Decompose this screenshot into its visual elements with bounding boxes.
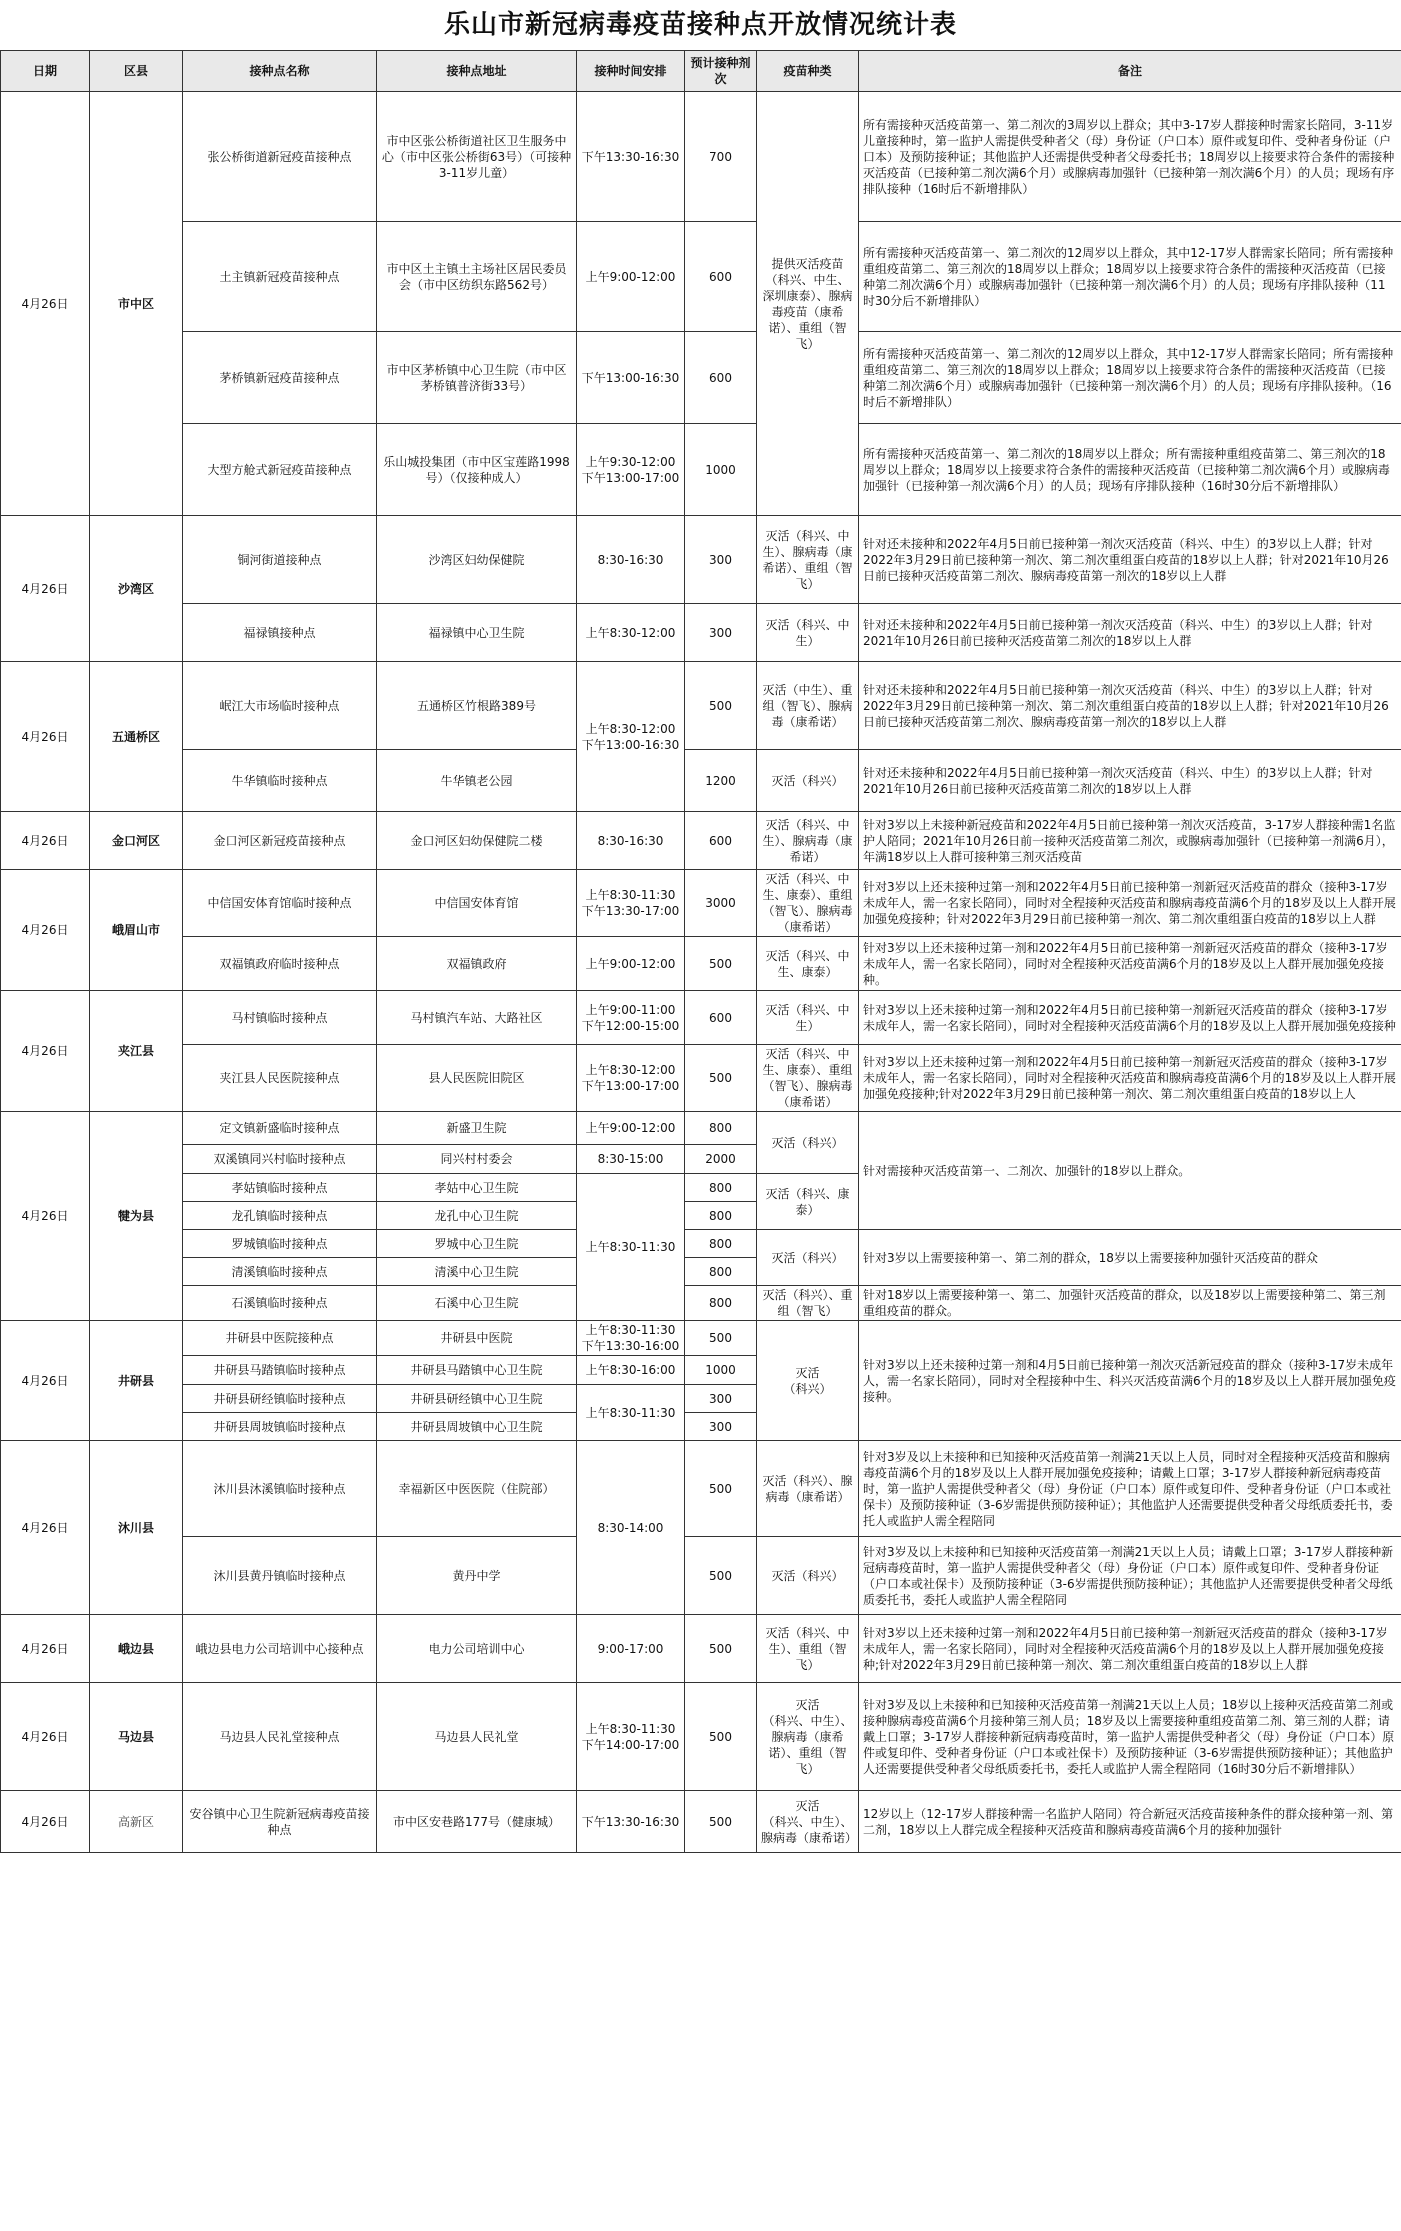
vaccine-type-cell: 灭活（科兴、中生、康泰）、重组（智飞）、腺病毒（康希诺） [757,870,859,937]
schedule-cell: 上午8:30-11:30 下午13:30-16:00 [577,1321,685,1356]
schedule-cell: 下午13:30-16:30 [577,1791,685,1853]
schedule-cell: 上午8:30-16:00 [577,1356,685,1385]
remarks-cell: 12岁以上（12-17岁人群接种需一名监护人陪同）符合新冠灭活疫苗接种条件的群众接种第一剂、第二剂，18岁以上人群完成全程接种灭活疫苗和腺病毒疫苗满6个月的接种加强针 [859,1791,1401,1853]
site-address-cell: 清溪中心卫生院 [377,1258,577,1286]
site-name-cell: 金口河区新冠疫苗接种点 [183,812,377,870]
site-address-cell: 黄丹中学 [377,1537,577,1615]
expected-doses-cell: 800 [685,1286,757,1321]
expected-doses-cell: 500 [685,1683,757,1791]
vaccine-type-cell: 提供灭活疫苗（科兴、中生、深圳康泰）、腺病毒疫苗（康希诺）、重组（智飞） [757,92,859,516]
remarks-cell: 针对3岁以上还未接种过第一剂和2022年4月5日前已接种第一剂新冠灭活疫苗的群众（接种3-17岁未成年人，需一名家长陪同），同时对全程接种灭活疫苗和腺病毒疫苗满6个月的18岁及以上人群开展加强免疫接种;针对2022年3月29日前已接种第一剂次、第二剂次重组蛋白疫苗的18岁以上人 [859,1045,1401,1112]
vaccine-type-cell: 灭活 （科兴、中生）、腺病毒（康希诺） [757,1791,859,1853]
site-address-cell: 市中区安巷路177号（健康城） [377,1791,577,1853]
site-name-cell: 峨边县电力公司培训中心接种点 [183,1615,377,1683]
site-address-cell: 井研县中医院 [377,1321,577,1356]
site-address-cell: 罗城中心卫生院 [377,1230,577,1258]
site-address-cell: 五通桥区竹根路389号 [377,662,577,750]
district-cell: 沙湾区 [90,516,183,662]
schedule-cell: 上午8:30-11:30 [577,1385,685,1441]
page-title: 乐山市新冠病毒疫苗接种点开放情况统计表 [443,10,957,40]
table-row [1,1683,1401,1791]
header-site-name: 接种点名称 [183,51,377,92]
expected-doses-cell: 600 [685,991,757,1045]
vaccination-sites-table [0,50,1401,1853]
date-cell: 4月26日 [1,991,90,1112]
table-row [1,812,1401,870]
expected-doses-cell: 500 [685,1045,757,1112]
district-cell: 井研县 [90,1321,183,1441]
district-cell: 峨眉山市 [90,870,183,991]
site-name-cell: 中信国安体育馆临时接种点 [183,870,377,937]
expected-doses-cell: 1000 [685,1356,757,1385]
remarks-cell: 针对18岁以上需要接种第一、第二、加强针灭活疫苗的群众，以及18岁以上需要接种第二、第三剂重组疫苗的群众。 [859,1286,1401,1321]
site-name-cell: 岷江大市场临时接种点 [183,662,377,750]
expected-doses-cell: 1000 [685,424,757,516]
district-cell: 马边县 [90,1683,183,1791]
schedule-cell: 下午13:30-16:30 [577,92,685,222]
date-cell: 4月26日 [1,516,90,662]
site-address-cell: 幸福新区中医医院（住院部） [377,1441,577,1537]
date-cell: 4月26日 [1,870,90,991]
site-address-cell: 县人民医院旧院区 [377,1045,577,1112]
remarks-cell: 针对3岁以上还未接种过第一剂和2022年4月5日前已接种第一剂新冠灭活疫苗的群众（接种3-17岁未成年人，需一名家长陪同），同时对全程接种灭活疫苗满6个月的18岁及以上人群开展加强免疫接种;针对2022年3月29日前已接种第一剂次、第二剂次重组蛋白疫苗的18岁以上人群 [859,1615,1401,1683]
vaccine-type-cell: 灭活（中生）、重组（智飞）、腺病毒（康希诺） [757,662,859,750]
remarks-cell: 所有需接种灭活疫苗第一、第二剂次的18周岁以上群众；所有需接种重组疫苗第二、第三剂次的18周岁以上群众；18周岁以上接要求符合条件的需接种灭活疫苗（已接种第二剂次满6个月）或腺病毒加强针（已接种第一剂次满6个月）的人员；现场有序排队接种（16时30分后不新增排队） [859,424,1401,516]
site-address-cell: 市中区张公桥街道社区卫生服务中心（市中区张公桥街63号）（可接种3-11岁儿童） [377,92,577,222]
schedule-cell: 8:30-16:30 [577,516,685,604]
table-row [1,424,1401,516]
vaccine-type-cell: 灭活（科兴）、腺病毒（康希诺） [757,1441,859,1537]
vaccine-type-cell: 灭活（科兴、中生）、腺病毒（康希诺）、重组（智飞） [757,516,859,604]
site-name-cell: 定文镇新盛临时接种点 [183,1112,377,1145]
site-name-cell: 铜河街道接种点 [183,516,377,604]
remarks-cell: 针对3岁以上还未接种过第一剂和2022年4月5日前已接种第一剂新冠灭活疫苗的群众（接种3-17岁未成年人，需一名家长陪同），同时对全程接种灭活疫苗和腺病毒疫苗满6个月的18岁及以上人群开展加强免疫接种；针对2022年3月29日前已接种第一剂次、第二剂次重组蛋白疫苗的18岁以上人群 [859,870,1401,937]
site-address-cell: 福禄镇中心卫生院 [377,604,577,662]
header-site-address: 接种点地址 [377,51,577,92]
site-address-cell: 金口河区妇幼保健院二楼 [377,812,577,870]
site-address-cell: 沙湾区妇幼保健院 [377,516,577,604]
header-district: 区县 [90,51,183,92]
expected-doses-cell: 2000 [685,1145,757,1174]
site-name-cell: 石溪镇临时接种点 [183,1286,377,1321]
table-row [1,1112,1401,1145]
site-name-cell: 安谷镇中心卫生院新冠病毒疫苗接种点 [183,1791,377,1853]
site-name-cell: 清溪镇临时接种点 [183,1258,377,1286]
table-row [1,1286,1401,1321]
district-cell: 市中区 [90,92,183,516]
date-cell: 4月26日 [1,1441,90,1615]
vaccine-type-cell: 灭活（科兴、康泰） [757,1174,859,1230]
site-address-cell: 石溪中心卫生院 [377,1286,577,1321]
header-date: 日期 [1,51,90,92]
date-cell: 4月26日 [1,1615,90,1683]
schedule-cell: 上午9:00-12:00 [577,937,685,991]
site-name-cell: 龙孔镇临时接种点 [183,1202,377,1230]
expected-doses-cell: 500 [685,1615,757,1683]
date-cell: 4月26日 [1,1321,90,1441]
remarks-cell: 针对3岁以上未接种新冠疫苗和2022年4月5日前已接种第一剂次灭活疫苗，3-17岁人群接种需1名监护人陪同；2021年10月26日前一接种灭活疫苗第二剂次，或腺病毒加强针（已接种第一剂满6月），年满18岁以上人群可接种第三剂灭活疫苗 [859,812,1401,870]
table-row [1,1230,1401,1258]
site-address-cell: 乐山城投集团（市中区宝莲路1998号）（仅接种成人） [377,424,577,516]
site-name-cell: 双福镇政府临时接种点 [183,937,377,991]
vaccine-type-cell: 灭活 （科兴、中生）、腺病毒（康希诺）、重组（智飞） [757,1683,859,1791]
site-name-cell: 牛华镇临时接种点 [183,750,377,812]
site-address-cell: 双福镇政府 [377,937,577,991]
site-name-cell: 罗城镇临时接种点 [183,1230,377,1258]
vaccine-type-cell: 灭活（科兴、中生） [757,991,859,1045]
expected-doses-cell: 300 [685,1413,757,1441]
site-name-cell: 茅桥镇新冠疫苗接种点 [183,332,377,424]
site-name-cell: 张公桥街道新冠疫苗接种点 [183,92,377,222]
table-row [1,516,1401,604]
vaccine-type-cell: 灭活（科兴）、重组（智飞） [757,1286,859,1321]
site-address-cell: 市中区土主镇土主场社区居民委员会（市中区纺织东路562号） [377,222,577,332]
vaccine-type-cell: 灭活（科兴、中生） [757,604,859,662]
vaccine-type-cell: 灭活（科兴、中生）、腺病毒（康希诺） [757,812,859,870]
district-cell: 犍为县 [90,1112,183,1321]
vaccine-type-cell: 灭活（科兴） [757,750,859,812]
date-cell: 4月26日 [1,1112,90,1321]
district-cell: 五通桥区 [90,662,183,812]
schedule-cell: 上午9:30-12:00 下午13:00-17:00 [577,424,685,516]
site-address-cell: 同兴村村委会 [377,1145,577,1174]
schedule-cell: 下午13:00-16:30 [577,332,685,424]
site-address-cell: 市中区茅桥镇中心卫生院（市中区茅桥镇普济街33号） [377,332,577,424]
schedule-cell: 8:30-14:00 [577,1441,685,1615]
site-address-cell: 新盛卫生院 [377,1112,577,1145]
table-row [1,222,1401,332]
header-remarks: 备注 [859,51,1401,92]
vaccine-type-cell: 灭活（科兴、中生、康泰） [757,937,859,991]
site-name-cell: 井研县中医院接种点 [183,1321,377,1356]
table-row [1,870,1401,937]
site-name-cell: 井研县研经镇临时接种点 [183,1385,377,1413]
remarks-cell: 针对3岁以上还未接种过第一剂和4月5日前已接种第一剂次灭活新冠疫苗的群众（接种3-17岁未成年人，需一名家长陪同），同时对全程接种中生、科兴灭活疫苗满6个月的18岁及以上人群开展加强免疫接种。 [859,1321,1401,1441]
site-name-cell: 井研县周坡镇临时接种点 [183,1413,377,1441]
table-row [1,937,1401,991]
remarks-cell: 针对3岁及以上未接种和已知接种灭活疫苗第一剂满21天以上人员；18岁以上接种灭活疫苗第二剂或接种腺病毒疫苗满6个月接种第三剂人员；18岁及以上需要接种重组疫苗第二剂、第三剂的人群；请戴上口罩；3-17岁人群接种新冠病毒疫苗时，第一监护人需提供受种者父（母）身份证（户口本）原件或复印件、受种者身份证（户口本或社保卡）及预防接种证（3-6岁需提供预防接种证）；其他监护人还需要提供受种者父母纸质委托书，委托人或监护人需全程陪同（16时30分后不新增排队） [859,1683,1401,1791]
site-name-cell: 沐川县沐溪镇临时接种点 [183,1441,377,1537]
schedule-cell: 上午9:00-12:00 [577,222,685,332]
district-cell: 沐川县 [90,1441,183,1615]
site-address-cell: 井研县研经镇中心卫生院 [377,1385,577,1413]
remarks-cell: 针对还未接种和2022年4月5日前已接种第一剂次灭活疫苗（科兴、中生）的3岁以上人群；针对2021年10月26日前已接种灭活疫苗第二剂次的18岁以上人群 [859,750,1401,812]
expected-doses-cell: 3000 [685,870,757,937]
schedule-cell: 上午8:30-12:00 下午13:00-16:30 [577,662,685,812]
expected-doses-cell: 800 [685,1230,757,1258]
header-row [1,51,1401,92]
expected-doses-cell: 500 [685,1321,757,1356]
remarks-cell: 针对还未接种和2022年4月5日前已接种第一剂次灭活疫苗（科兴、中生）的3岁以上人群；针对2021年10月26日前已接种灭活疫苗第二剂次的18岁以上人群 [859,604,1401,662]
vaccine-type-cell: 灭活（科兴） [757,1230,859,1286]
district-cell: 峨边县 [90,1615,183,1683]
remarks-cell: 针对3岁以上还未接种过第一剂和2022年4月5日前已接种第一剂新冠灭活疫苗的群众（接种3-17岁未成年人，需一名家长陪同），同时对全程接种灭活疫苗满6个月的18岁及以上人群开展加强免疫接种 [859,991,1401,1045]
header-vaccine-type: 疫苗种类 [757,51,859,92]
table-row [1,332,1401,424]
expected-doses-cell: 300 [685,516,757,604]
table-row [1,1321,1401,1356]
remarks-cell: 针对需接种灭活疫苗第一、二剂次、加强针的18岁以上群众。 [859,1112,1401,1230]
vaccine-type-cell: 灭活（科兴、中生、康泰）、重组（智飞）、腺病毒（康希诺） [757,1045,859,1112]
table-row [1,662,1401,750]
site-address-cell: 牛华镇老公园 [377,750,577,812]
site-address-cell: 井研县马踏镇中心卫生院 [377,1356,577,1385]
table-row [1,750,1401,812]
date-cell: 4月26日 [1,812,90,870]
expected-doses-cell: 500 [685,1537,757,1615]
expected-doses-cell: 600 [685,332,757,424]
header-schedule: 接种时间安排 [577,51,685,92]
table-row [1,991,1401,1045]
table-row [1,1615,1401,1683]
remarks-cell: 针对3岁及以上未接种和已知接种灭活疫苗第一剂满21天以上人员，同时对全程接种灭活疫苗和腺病毒疫苗满6个月的18岁及以上人群开展加强免疫接种；请戴上口罩；3-17岁人群接种新冠病毒疫苗时，第一监护人需提供受种者父（母）身份证（户口本）原件或复印件、受种者身份证（户口本或社保卡）及预防接种证（3-6岁需提供预防接种证）；其他监护人还需要提供受种者父母纸质委托书，委托人或监护人需全程陪同 [859,1441,1401,1537]
expected-doses-cell: 700 [685,92,757,222]
expected-doses-cell: 800 [685,1202,757,1230]
remarks-cell: 所有需接种灭活疫苗第一、第二剂次的3周岁以上群众；其中3-17岁人群接种时需家长陪同，3-11岁儿童接种时，第一监护人需提供受种者父（母）身份证（户口本）原件或复印件、受种者身份证（户口本）及预防接种证；其他监护人还需提供受种者父母委托书；18周岁以上接要求符合条件的需接种灭活疫苗（已接种第二剂次满6个月）或腺病毒加强针（已接种第一剂次满6个月）的人员；现场有序排队接种（16时后不新增排队） [859,92,1401,222]
table-row [1,1045,1401,1112]
site-name-cell: 双溪镇同兴村临时接种点 [183,1145,377,1174]
site-address-cell: 电力公司培训中心 [377,1615,577,1683]
site-name-cell: 马村镇临时接种点 [183,991,377,1045]
schedule-cell: 上午8:30-12:00 [577,604,685,662]
expected-doses-cell: 600 [685,222,757,332]
remarks-cell: 针对还未接种和2022年4月5日前已接种第一剂次灭活疫苗（科兴、中生）的3岁以上人群；针对2022年3月29日前已接种第一剂次、第二剂次重组蛋白疫苗的18岁以上人群；针对2021年10月26日前已接种灭活疫苗第二剂次、腺病毒疫苗第一剂次的18岁以上人群 [859,516,1401,604]
vaccine-type-cell: 灭活（科兴、中生）、重组（智飞） [757,1615,859,1683]
site-address-cell: 孝姑中心卫生院 [377,1174,577,1202]
district-cell: 夹江县 [90,991,183,1112]
remarks-cell: 所有需接种灭活疫苗第一、第二剂次的12周岁以上群众，其中12-17岁人群需家长陪同；所有需接种重组疫苗第二、第三剂次的18周岁以上群众；18周岁以上接要求符合条件的需接种灭活疫苗（已接种第二剂次满6个月）或腺病毒加强针（已接种第一剂次满6个月）的人员；现场有序排队接种（11时30分后不新增排队） [859,222,1401,332]
table-row [1,1791,1401,1853]
schedule-cell: 上午8:30-11:30 [577,1174,685,1321]
site-name-cell: 孝姑镇临时接种点 [183,1174,377,1202]
expected-doses-cell: 500 [685,937,757,991]
expected-doses-cell: 800 [685,1258,757,1286]
remarks-cell: 针对3岁以上还未接种过第一剂和2022年4月5日前已接种第一剂新冠灭活疫苗的群众（接种3-17岁未成年人，需一名家长陪同），同时对全程接种灭活疫苗满6个月的18岁及以上人群开展加强免疫接种。 [859,937,1401,991]
site-address-cell: 井研县周坡镇中心卫生院 [377,1413,577,1441]
header-expected-doses: 预计接种剂次 [685,51,757,92]
date-cell: 4月26日 [1,1791,90,1853]
remarks-cell: 针对3岁以上需要接种第一、第二剂的群众，18岁以上需要接种加强针灭活疫苗的群众 [859,1230,1401,1286]
expected-doses-cell: 300 [685,1385,757,1413]
table-row [1,1537,1401,1615]
schedule-cell: 9:00-17:00 [577,1615,685,1683]
expected-doses-cell: 500 [685,1441,757,1537]
site-name-cell: 沐川县黄丹镇临时接种点 [183,1537,377,1615]
vaccine-type-cell: 灭活 （科兴） [757,1321,859,1441]
expected-doses-cell: 300 [685,604,757,662]
schedule-cell: 上午9:00-12:00 [577,1112,685,1145]
site-name-cell: 土主镇新冠疫苗接种点 [183,222,377,332]
expected-doses-cell: 800 [685,1174,757,1202]
expected-doses-cell: 600 [685,812,757,870]
site-name-cell: 大型方舱式新冠疫苗接种点 [183,424,377,516]
expected-doses-cell: 500 [685,662,757,750]
site-name-cell: 福禄镇接种点 [183,604,377,662]
table-row [1,1441,1401,1537]
schedule-cell: 8:30-15:00 [577,1145,685,1174]
site-address-cell: 马边县人民礼堂 [377,1683,577,1791]
schedule-cell: 上午8:30-11:30 下午13:30-17:00 [577,870,685,937]
expected-doses-cell: 500 [685,1791,757,1853]
date-cell: 4月26日 [1,92,90,516]
expected-doses-cell: 1200 [685,750,757,812]
remarks-cell: 针对还未接种和2022年4月5日前已接种第一剂次灭活疫苗（科兴、中生）的3岁以上人群；针对2022年3月29日前已接种第一剂次、第二剂次重组蛋白疫苗的18岁以上人群；针对2021年10月26日前已接种灭活疫苗第二剂次、腺病毒疫苗第一剂次的18岁以上人群 [859,662,1401,750]
remarks-cell: 针对3岁及以上未接种和已知接种灭活疫苗第一剂满21天以上人员；请戴上口罩；3-17岁人群接种新冠病毒疫苗时，第一监护人需提供受种者父（母）身份证（户口本）原件或复印件、受种者身份证（户口本或社保卡）及预防接种证（3-6岁需提供预防接种证）；其他监护人还需要提供受种者父母纸质委托书，委托人或监护人需全程陪同 [859,1537,1401,1615]
district-cell: 高新区 [90,1791,183,1853]
site-name-cell: 井研县马踏镇临时接种点 [183,1356,377,1385]
date-cell: 4月26日 [1,662,90,812]
date-cell: 4月26日 [1,1683,90,1791]
site-address-cell: 马村镇汽车站、大路社区 [377,991,577,1045]
vaccine-type-cell: 灭活（科兴） [757,1537,859,1615]
site-name-cell: 夹江县人民医院接种点 [183,1045,377,1112]
schedule-cell: 上午9:00-11:00 下午12:00-15:00 [577,991,685,1045]
table-row [1,92,1401,222]
expected-doses-cell: 800 [685,1112,757,1145]
site-name-cell: 马边县人民礼堂接种点 [183,1683,377,1791]
schedule-cell: 上午8:30-11:30 下午14:00-17:00 [577,1683,685,1791]
district-cell: 金口河区 [90,812,183,870]
site-address-cell: 龙孔中心卫生院 [377,1202,577,1230]
site-address-cell: 中信国安体育馆 [377,870,577,937]
remarks-cell: 所有需接种灭活疫苗第一、第二剂次的12周岁以上群众，其中12-17岁人群需家长陪同；所有需接种重组疫苗第二、第三剂次的18周岁以上群众；18周岁以上接要求符合条件的需接种灭活疫苗（已接种第二剂次满6个月）或腺病毒加强针（已接种第一剂次满6个月）的人员；现场有序排队接种。（16时后不新增排队） [859,332,1401,424]
schedule-cell: 8:30-16:30 [577,812,685,870]
vaccine-type-cell: 灭活（科兴） [757,1112,859,1174]
table-row [1,604,1401,662]
schedule-cell: 上午8:30-12:00 下午13:00-17:00 [577,1045,685,1112]
